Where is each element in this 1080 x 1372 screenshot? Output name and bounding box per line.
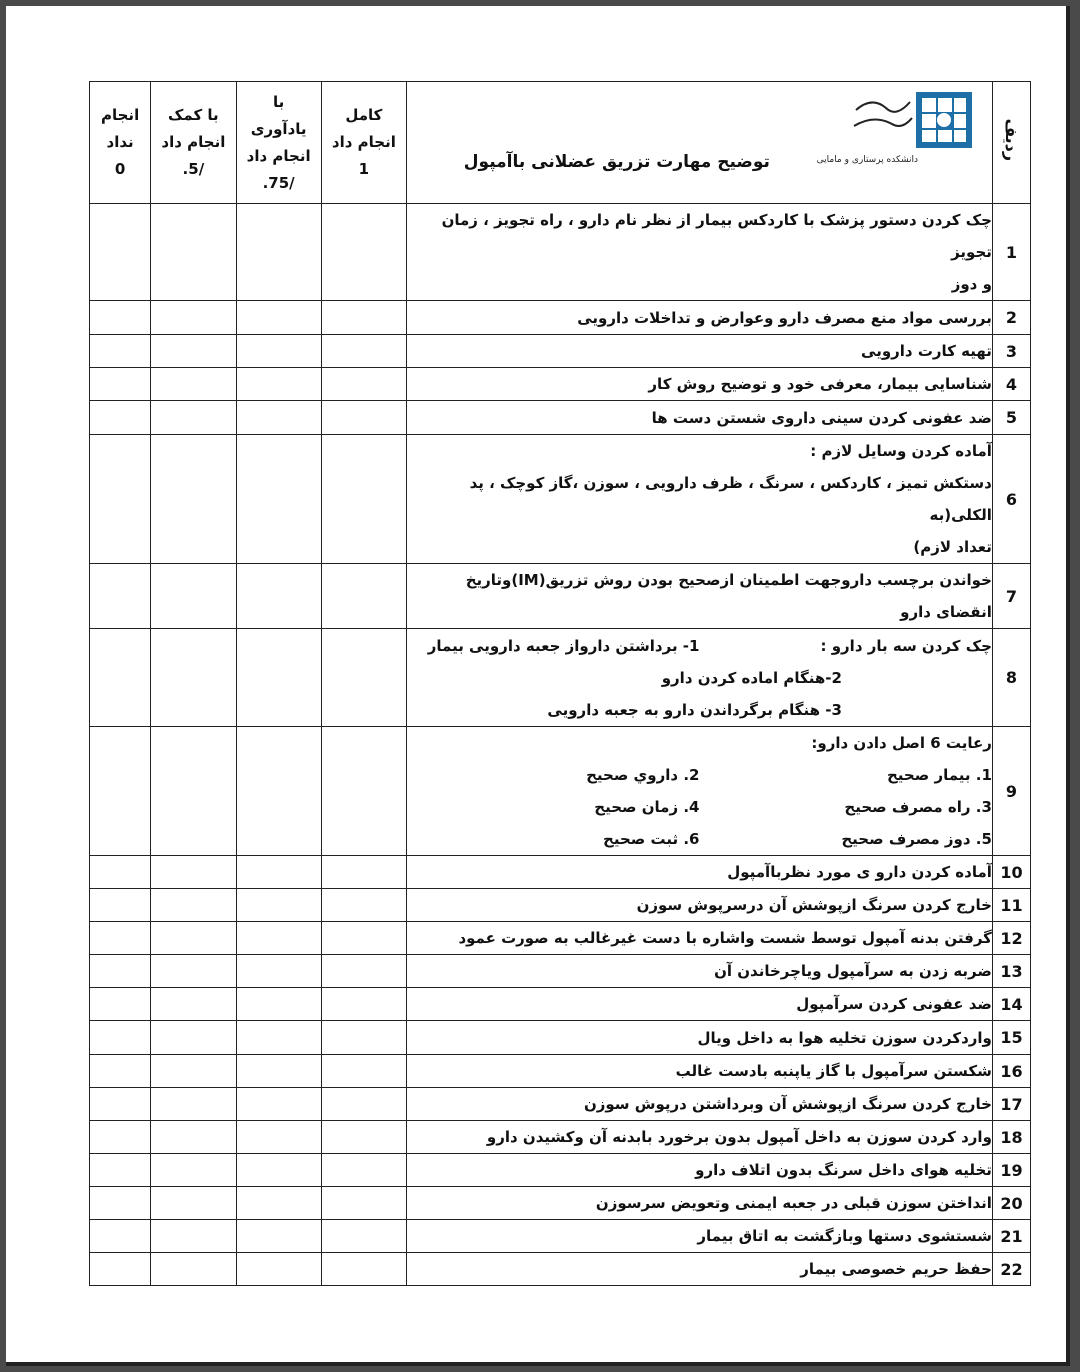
description-line: حفظ حریم خصوصی بیمار	[800, 1260, 992, 1278]
score-cell[interactable]	[236, 1154, 321, 1187]
score-cell[interactable]	[90, 1088, 151, 1121]
description-line: وارد کردن سوزن به داخل آمپول بدون برخورد بابدنه آن وکشیدن دارو	[486, 1128, 992, 1146]
score-cell[interactable]	[90, 856, 151, 889]
skill-description	[407, 368, 993, 401]
table-row	[90, 922, 1031, 955]
row-number: 9	[992, 727, 1030, 856]
row-number: 6	[992, 435, 1030, 564]
row-number: 10	[992, 856, 1030, 889]
skill-description	[407, 1088, 993, 1121]
table-row	[90, 401, 1031, 435]
score-cell[interactable]	[90, 988, 151, 1021]
score-cell[interactable]	[321, 1187, 406, 1220]
skill-description	[407, 889, 993, 922]
score-cell[interactable]	[90, 368, 151, 401]
score-cell[interactable]	[151, 1021, 236, 1055]
university-logo-icon	[816, 90, 980, 168]
skill-description	[407, 1154, 993, 1187]
skill-description	[407, 335, 993, 368]
table-row	[90, 1055, 1031, 1088]
score-cell[interactable]	[90, 1187, 151, 1220]
score-cell[interactable]	[236, 1253, 321, 1286]
score-cell[interactable]	[90, 1055, 151, 1088]
skill-checklist-table	[89, 81, 1031, 1286]
score-cell[interactable]	[236, 368, 321, 401]
score-cell[interactable]	[321, 401, 406, 435]
score-cell[interactable]	[90, 435, 151, 564]
row-number: 11	[992, 889, 1030, 922]
row-number-header	[992, 82, 1030, 204]
row-number: 17	[992, 1088, 1030, 1121]
row-number: 3	[992, 335, 1030, 368]
description-line: انداختن سوزن قبلی در جعبه ایمنی وتعویض سرسوزن	[595, 1194, 992, 1212]
check-item: 1- برداشتن دارواز جعبه دارویی بیمار	[427, 636, 700, 655]
description-line: بررسی مواد منع مصرف دارو وعوارض و تداخلات دارویی	[577, 308, 992, 327]
score-cell[interactable]	[321, 301, 406, 335]
score-cell[interactable]	[151, 629, 236, 727]
principle-item: 1. بیمار صحیح	[886, 766, 992, 784]
description-line: و دوز	[951, 275, 992, 293]
skill-description	[407, 1121, 993, 1154]
score-cell[interactable]	[151, 988, 236, 1021]
score-cell[interactable]	[321, 435, 406, 564]
description-line: خارج کردن سرنگ ازپوشش آن درسرپوش سوزن	[636, 896, 992, 914]
score-cell[interactable]	[151, 1253, 236, 1286]
score-cell[interactable]	[151, 401, 236, 435]
description-header	[407, 82, 993, 204]
description-line: آماده کردن وسایل لازم :	[810, 442, 992, 460]
score-cell[interactable]	[90, 629, 151, 727]
skill-description	[407, 988, 993, 1021]
score-cell[interactable]	[236, 1021, 321, 1055]
description-line: شکستن سرآمپول با گاز یاپنبه بادست غالب	[675, 1062, 992, 1080]
skill-description	[407, 1055, 993, 1088]
description-intro: چک کردن سه بار دارو :	[820, 636, 992, 655]
score-cell[interactable]	[90, 1220, 151, 1253]
description-line: آماده کردن دارو ی مورد نظرباآمپول	[727, 863, 992, 881]
row-number: 20	[992, 1187, 1030, 1220]
table-row	[90, 1187, 1031, 1220]
table-row	[90, 1088, 1031, 1121]
score-cell[interactable]	[151, 435, 236, 564]
score-cell[interactable]	[321, 856, 406, 889]
skill-description	[407, 204, 993, 301]
table-row	[90, 727, 1031, 856]
score-cell[interactable]	[236, 856, 321, 889]
score-cell[interactable]	[321, 1055, 406, 1088]
table-row	[90, 1021, 1031, 1055]
score-cell[interactable]	[321, 727, 406, 856]
score-cell[interactable]	[236, 988, 321, 1021]
score-cell[interactable]	[90, 301, 151, 335]
score-cell[interactable]	[90, 1121, 151, 1154]
skill-description	[407, 435, 993, 564]
score-cell[interactable]	[151, 564, 236, 629]
skill-description	[407, 629, 993, 727]
row-number: 12	[992, 922, 1030, 955]
principle-item: 6. ثبت صحیح	[603, 830, 700, 848]
skill-description	[407, 955, 993, 988]
skill-description	[407, 727, 993, 856]
score-cell[interactable]	[90, 335, 151, 368]
skill-description	[407, 1021, 993, 1055]
row-number: 13	[992, 955, 1030, 988]
skill-description	[407, 856, 993, 889]
score-cell[interactable]	[90, 1021, 151, 1055]
score-cell[interactable]	[151, 889, 236, 922]
table-row	[90, 856, 1031, 889]
row-number: 14	[992, 988, 1030, 1021]
score-header-assisted: با کمک انجام داد /5.	[151, 82, 236, 204]
score-cell[interactable]	[90, 922, 151, 955]
score-cell[interactable]	[236, 1055, 321, 1088]
table-row	[90, 1121, 1031, 1154]
principle-item: 4. زمان صحیح	[594, 798, 700, 816]
description-line: شناسایی بیمار، معرفی خود و توضیح روش کار	[648, 375, 992, 393]
score-cell[interactable]	[151, 727, 236, 856]
description-line: تهیه کارت دارویی	[861, 342, 992, 360]
score-cell[interactable]	[321, 1021, 406, 1055]
score-cell[interactable]	[236, 301, 321, 335]
score-cell[interactable]	[321, 889, 406, 922]
score-cell[interactable]	[236, 889, 321, 922]
description-line: ضربه زدن به سرآمپول ویاچرخاندن آن	[714, 962, 992, 980]
row-number: 16	[992, 1055, 1030, 1088]
score-cell[interactable]	[321, 1121, 406, 1154]
skill-description	[407, 1220, 993, 1253]
score-cell[interactable]	[321, 335, 406, 368]
score-cell[interactable]	[236, 1121, 321, 1154]
row-number: 4	[992, 368, 1030, 401]
description-line: شستشوی دستها وبازگشت به اتاق بیمار	[697, 1227, 992, 1245]
description-line: تعداد لازم)	[913, 538, 992, 556]
score-cell[interactable]	[90, 1154, 151, 1187]
score-cell[interactable]	[321, 629, 406, 727]
check-item: 3- هنگام برگرداندن دارو به جعبه دارویی	[547, 700, 842, 719]
table-row	[90, 335, 1031, 368]
score-cell[interactable]	[90, 889, 151, 922]
score-cell[interactable]	[236, 564, 321, 629]
table-row	[90, 889, 1031, 922]
score-cell[interactable]	[236, 1088, 321, 1121]
score-cell[interactable]	[321, 955, 406, 988]
score-cell[interactable]	[321, 368, 406, 401]
score-cell[interactable]	[321, 1088, 406, 1121]
row-number: 15	[992, 1021, 1030, 1055]
description-line: خارج کردن سرنگ ازپوشش آن وبرداشتن درپوش سوزن	[583, 1095, 992, 1113]
table-row	[90, 988, 1031, 1021]
description-line: خواندن برچسب داروجهت اطمینان ازصحیح بودن روش تزریق(IM)وتاریخ	[465, 571, 992, 589]
score-cell[interactable]	[236, 955, 321, 988]
score-cell[interactable]	[321, 1220, 406, 1253]
document-page	[6, 6, 1070, 1366]
check-item: 2-هنگام اماده کردن دارو	[661, 668, 842, 687]
score-cell[interactable]	[151, 1121, 236, 1154]
principle-item: 5. دوز مصرف صحیح	[841, 830, 992, 848]
score-cell[interactable]	[90, 955, 151, 988]
score-cell[interactable]	[321, 1253, 406, 1286]
table-row	[90, 955, 1031, 988]
description-line: ضد عفونی کردن سینی داروی شستن دست ها	[651, 408, 992, 427]
skill-description	[407, 301, 993, 335]
description-line: انقضای دارو	[900, 603, 992, 621]
row-number: 22	[992, 1253, 1030, 1286]
score-cell[interactable]	[236, 727, 321, 856]
svg-text:دانشکده پرستاری و مامایی: دانشکده پرستاری و مامایی	[816, 155, 918, 165]
row-number: 1	[992, 204, 1030, 301]
score-cell[interactable]	[90, 727, 151, 856]
principle-item: 3. راه مصرف صحیح	[844, 798, 992, 816]
score-cell[interactable]	[90, 204, 151, 301]
table-title: توضیح مهارت تزریق عضلانی باآمپول	[463, 152, 770, 172]
row-number: 5	[992, 401, 1030, 435]
score-cell[interactable]	[151, 368, 236, 401]
description-line: واردکردن سوزن تخلیه هوا به داخل ویال	[697, 1028, 992, 1047]
row-number: 8	[992, 629, 1030, 727]
score-cell[interactable]	[151, 922, 236, 955]
principle-item: 2. داروي صحیح	[586, 766, 700, 784]
table-row	[90, 564, 1031, 629]
score-cell[interactable]	[90, 401, 151, 435]
score-cell[interactable]	[236, 435, 321, 564]
score-cell[interactable]	[151, 955, 236, 988]
table-row	[90, 368, 1031, 401]
score-cell[interactable]	[236, 204, 321, 301]
score-cell[interactable]	[151, 1187, 236, 1220]
skill-description	[407, 564, 993, 629]
score-cell[interactable]	[321, 988, 406, 1021]
score-cell[interactable]	[151, 1154, 236, 1187]
description-intro: رعایت 6 اصل دادن دارو:	[811, 734, 992, 752]
description-line: دستکش تمیز ، کاردکس ، سرنگ ، ظرف دارویی ، سوزن ،گاز کوچک ، پد الکلی(به	[469, 474, 992, 524]
row-number-label: ردیف	[1001, 118, 1021, 162]
score-cell[interactable]	[151, 301, 236, 335]
score-header-complete: کامل انجام داد 1	[321, 82, 406, 204]
score-cell[interactable]	[321, 922, 406, 955]
skill-description	[407, 1253, 993, 1286]
description-line: ضد عفونی کردن سرآمپول	[796, 995, 992, 1013]
score-cell[interactable]	[236, 1187, 321, 1220]
score-cell[interactable]	[151, 204, 236, 301]
table-row	[90, 629, 1031, 727]
score-cell[interactable]	[90, 564, 151, 629]
score-cell[interactable]	[151, 1088, 236, 1121]
description-line: گرفتن بدنه آمپول توسط شست واشاره با دست غیرغالب به صورت عمود	[458, 929, 992, 947]
score-header-reminder: با یادآوری انجام داد /75.	[236, 82, 321, 204]
score-cell[interactable]	[321, 564, 406, 629]
header-row	[90, 82, 1031, 204]
table-row	[90, 1253, 1031, 1286]
skill-description	[407, 1187, 993, 1220]
score-cell[interactable]	[236, 922, 321, 955]
score-cell[interactable]	[236, 401, 321, 435]
table-row	[90, 1220, 1031, 1253]
score-cell[interactable]	[236, 629, 321, 727]
row-number: 21	[992, 1220, 1030, 1253]
skill-description	[407, 401, 993, 435]
score-cell[interactable]	[321, 204, 406, 301]
table-row	[90, 204, 1031, 301]
score-cell[interactable]	[90, 1253, 151, 1286]
score-cell[interactable]	[151, 856, 236, 889]
description-line: تخلیه هوای داخل سرنگ بدون اتلاف دارو	[695, 1161, 992, 1179]
score-header-not-done: انجام نداد 0	[90, 82, 151, 204]
score-cell[interactable]	[151, 1055, 236, 1088]
skill-description	[407, 922, 993, 955]
row-number: 7	[992, 564, 1030, 629]
score-cell[interactable]	[236, 1220, 321, 1253]
score-cell[interactable]	[151, 1220, 236, 1253]
row-number: 2	[992, 301, 1030, 335]
table-row	[90, 301, 1031, 335]
row-number: 18	[992, 1121, 1030, 1154]
score-cell[interactable]	[236, 335, 321, 368]
description-line: چک کردن دستور پزشک با کاردکس بیمار از نظر نام دارو ، راه تجویز ، زمان تجویز	[441, 211, 992, 261]
table-row	[90, 435, 1031, 564]
score-cell[interactable]	[321, 1154, 406, 1187]
score-cell[interactable]	[151, 335, 236, 368]
table-row	[90, 1154, 1031, 1187]
row-number: 19	[992, 1154, 1030, 1187]
